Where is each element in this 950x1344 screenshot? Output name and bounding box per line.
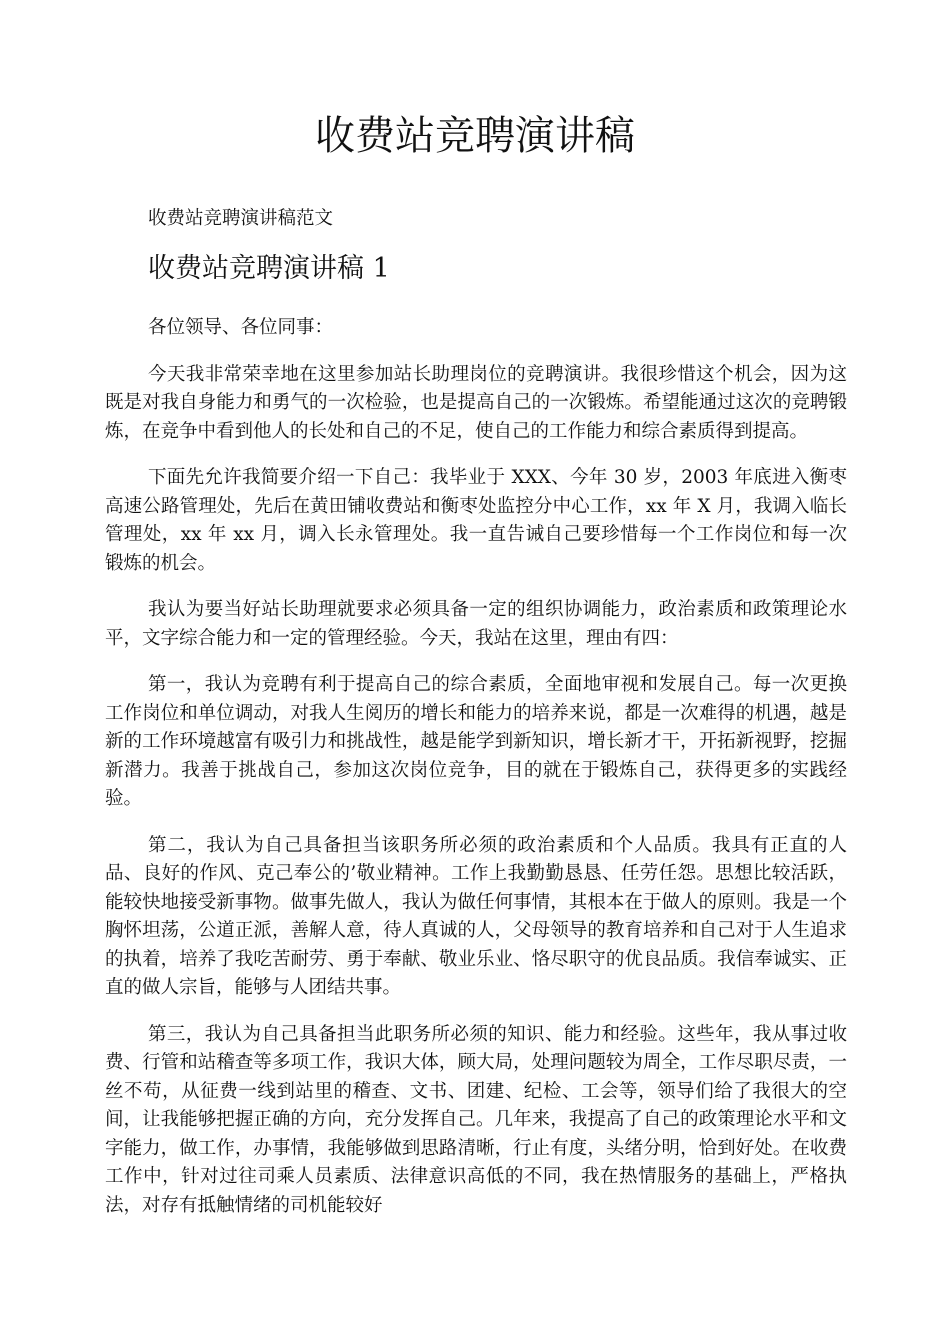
document-subtitle: 收费站竞聘演讲稿范文 bbox=[148, 208, 334, 229]
paragraph: 第一，我认为竞聘有利于提高自己的综合素质，全面地审视和发展自己。每一次更换工作岗位和单位调动，对我人生阅历的增长和能力的培养来说，都是一次难得的机遇，越是新的工作环境越富有吸引力和挑战性，越是能学到新知识，增长新才干，开拓新视野，挖掘新潜力。我善于挑战自己，参加这次岗位竞争，目的就在于锻炼自己，获得更多的实践经验。 bbox=[105, 674, 847, 809]
section-heading: 收费站竞聘演讲稿 1 bbox=[148, 253, 390, 284]
paragraph-salutation: 各位领导、各位同事： bbox=[148, 317, 334, 338]
paragraph: 下面先允许我简要介绍一下自己：我毕业于 XXX、今年 30 岁，2003 年底进入衡枣高速公路管理处，先后在黄田铺收费站和衡枣处监控分中心工作，xx 年 X 月，我调入临长管理处，xx 年 xx 月，调入长永管理处。我一直告诫自己要珍惜每一个工作岗位和每一次锻炼的机会。 bbox=[105, 467, 847, 574]
paragraph: 第三，我认为自己具备担当此职务所必须的知识、能力和经验。这些年，我从事过收费、行管和站稽查等多项工作，我识大体，顾大局，处理问题较为周全，工作尽职尽责，一丝不苟，从征费一线到站里的稽查、文书、团建、纪检、工会等，领导们给了我很大的空间，让我能够把握正确的方向，充分发挥自己。几年来，我提高了自己的政策理论水平和文字能力，做工作，办事情，我能够做到思路清晰，行止有度，头绪分明，恰到好处。在收费工作中，针对过往司乘人员素质、法律意识高低的不同，我在热情服务的基础上，严格执法，对存有抵触情绪的司机能较好 bbox=[105, 1023, 847, 1216]
paragraph: 今天我非常荣幸地在这里参加站长助理岗位的竞聘演讲。我很珍惜这个机会，因为这既是对我自身能力和勇气的一次检验，也是提高自己的一次锻炼。希望能通过这次的竞聘锻炼，在竞争中看到他人的长处和自己的不足，使自己的工作能力和综合素质得到提高。 bbox=[105, 363, 847, 442]
paragraph: 我认为要当好站长助理就要求必须具备一定的组织协调能力，政治素质和政策理论水平，文字综合能力和一定的管理经验。今天，我站在这里，理由有四： bbox=[105, 599, 847, 649]
document-body bbox=[105, 314, 847, 1238]
document-title: 收费站竞聘演讲稿 bbox=[315, 113, 635, 159]
paragraph: 第二，我认为自己具备担当该职务所必须的政治素质和个人品质。我具有正直的人品、良好的作风、克己奉公的’敬业精神。工作上我勤勤恳恳、任劳任怨。思想比较活跃，能较快地接受新事物。做事先做人，我认为做任何事情，其根本在于做人的原则。我是一个胸怀坦荡，公道正派，善解人意，待人真诚的人，父母领导的教育培养和自己对于人生追求的执着，培养了我吃苦耐劳、勇于奉献、敬业乐业、恪尽职守的优良品质。我信奉诚实、正直的做人宗旨，能够与人团结共事。 bbox=[105, 834, 847, 998]
